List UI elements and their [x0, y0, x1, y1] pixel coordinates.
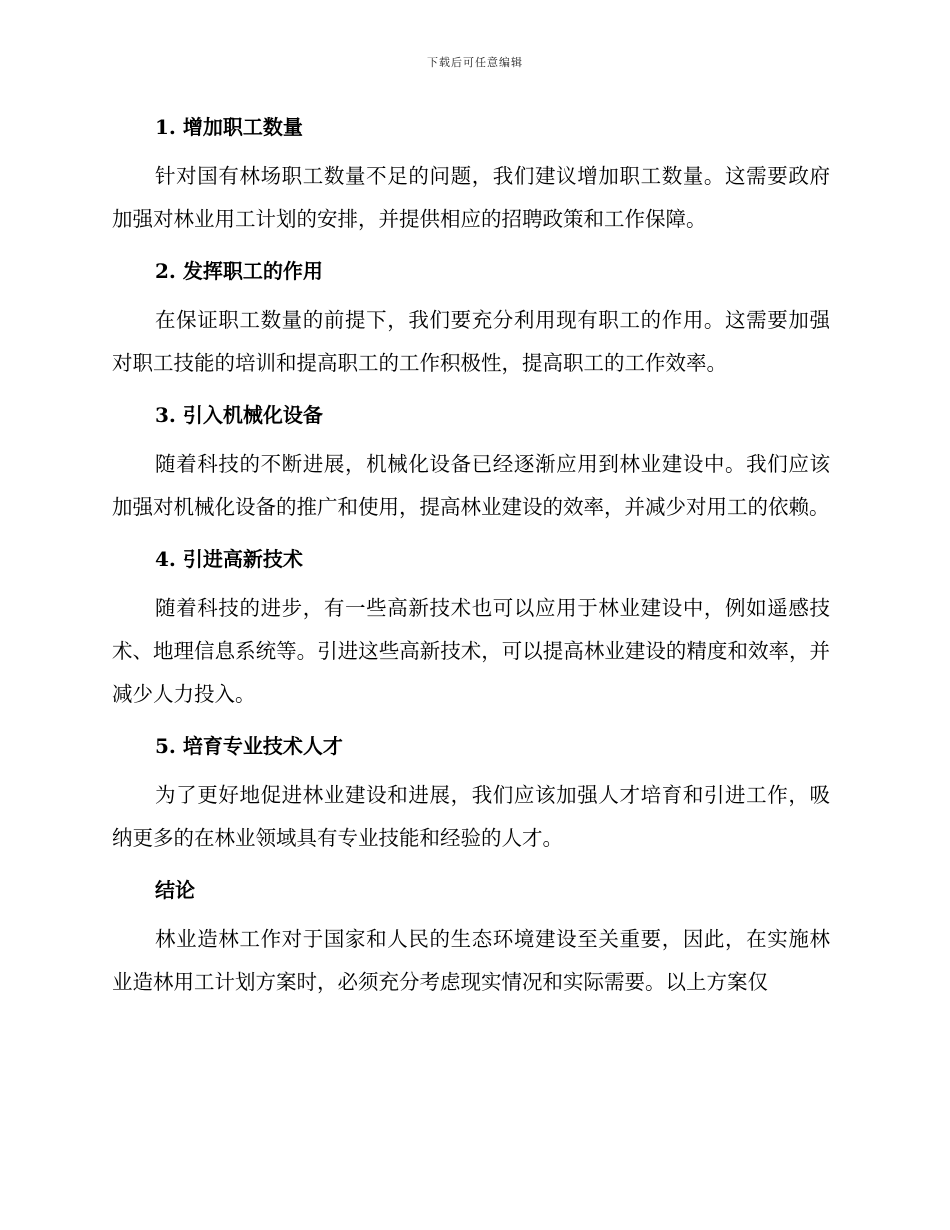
conclusion-paragraph: 林业造林工作对于国家和人民的生态环境建设至关重要，因此，在实施林业造林用工计划方案时，必须充分考虑现实情况和实际需要。以上方案仅: [112, 927, 830, 994]
section-heading: 5. 培育专业技术人才: [155, 734, 343, 758]
conclusion-heading: 结论: [155, 878, 195, 902]
section-2: [112, 251, 830, 385]
section-3: [112, 395, 830, 529]
section-heading: 2. 发挥职工的作用: [155, 259, 323, 283]
page-header-note: 下载后可任意编辑: [427, 56, 523, 69]
section-paragraph: 随着科技的不断进展，机械化设备已经逐渐应用到林业建设中。我们应该加强对机械化设备的推广和使用，提高林业建设的效率，并减少对用工的依赖。: [112, 452, 830, 519]
section-paragraph: 随着科技的进步，有一些高新技术也可以应用于林业建设中，例如遥感技术、地理信息系统等。引进这些高新技术，可以提高林业建设的精度和效率，并减少人力投入。: [112, 596, 830, 706]
section-paragraph: 在保证职工数量的前提下，我们要充分利用现有职工的作用。这需要加强对职工技能的培训和提高职工的工作积极性，提高职工的工作效率。: [112, 308, 830, 375]
section-paragraph: 为了更好地促进林业建设和进展，我们应该加强人才培育和引进工作，吸纳更多的在林业领域具有专业技能和经验的人才。: [112, 783, 830, 850]
section-4: [112, 539, 830, 716]
section-conclusion: [112, 870, 830, 1004]
section-heading: 4. 引进高新技术: [155, 547, 303, 571]
section-heading: 3. 引入机械化设备: [155, 403, 323, 427]
section-paragraph: 针对国有林场职工数量不足的问题，我们建议增加职工数量。这需要政府加强对林业用工计划的安排，并提供相应的招聘政策和工作保障。: [112, 164, 830, 231]
section-5: [112, 726, 830, 860]
document-body: [112, 107, 830, 1014]
section-1: [112, 107, 830, 241]
section-heading: 1. 增加职工数量: [155, 115, 303, 139]
